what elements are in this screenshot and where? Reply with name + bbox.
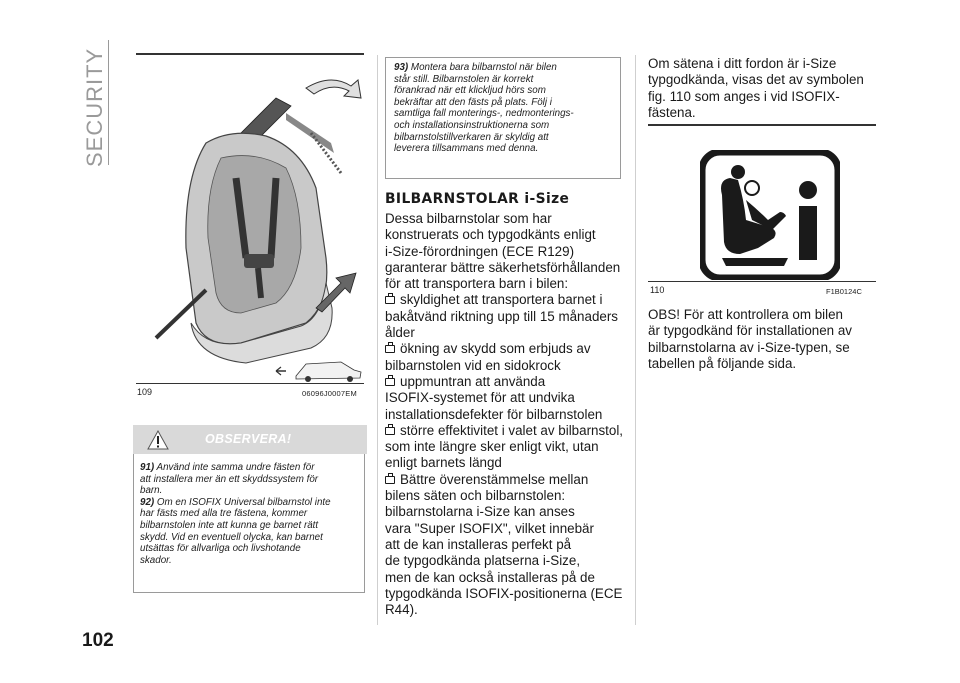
figure-number: 109 (137, 387, 153, 397)
section-tab-line (108, 40, 109, 165)
child-seat-figure (136, 58, 364, 383)
col4-obs: OBS! För att kontrollera om bilen är typgodkänd för installationen av bilbarnstolarna av i-Size-typen, se tabellen på följande sida. (648, 307, 852, 371)
col4-intro: Om sätena i ditt fordon är i-Size typgodkända, visas det av symbolen fig. 110 som anges i vid ISOFIX- fästena. (648, 56, 864, 120)
figure-number: 110 (650, 285, 665, 295)
rotate-arrow-icon (306, 80, 361, 98)
car-icon (276, 362, 361, 382)
list-item: större effektivitet i valet av bilbarnstol, (385, 423, 630, 439)
warning-box (133, 454, 365, 593)
list-item: skyldighet att transportera barnet i (385, 292, 630, 308)
column-divider (635, 55, 636, 625)
note-number: 92) (140, 496, 155, 508)
figure-top-rule (136, 53, 364, 55)
note-93-box (385, 57, 621, 179)
figure-code: F1B0124C (826, 287, 862, 296)
section-heading: BILBARNSTOLAR i-Size (385, 191, 570, 207)
page-number: 102 (82, 630, 114, 651)
figure-code: 06096J0007EM (302, 389, 357, 398)
warning-header (133, 425, 367, 454)
child-seat-bullet-icon (385, 296, 395, 304)
child-seat-bullet-icon (385, 427, 395, 435)
warning-note: 91) Använd inte samma undre fästen för att installera mer än ett skyddssystem för barn. 92) Om en ISOFIX Universal bilbarnstol inte har fästs med alla tre fästena, kommer bilbarnstolen inte att kunna ge barnet rätt skydd. Vid en eventuell olycka, kan barnet utsättas för allvarliga och livshotande skador. (140, 462, 331, 566)
child-seat-bullet-icon (385, 476, 395, 484)
list-item: ökning av skydd som erbjuds av (385, 341, 630, 357)
section-tab: SECURITY (82, 47, 107, 167)
warning-title: OBSERVERA! (205, 432, 292, 446)
figure-bottom-rule (648, 281, 876, 282)
note-93: 93) Montera bara bilbarnstol när bilen står still. Bilbarnstolen är korrekt förankrad när ett klickljud hörs som bekräftar att den fästs på plats. Följ i samtliga fall monterings-, nedmonterings- och installationsinstruktionerna som bilbarnstolstillverkaren är skyldig att leverera tillsammans med denna. (394, 62, 574, 155)
note-number: 91) (140, 462, 155, 473)
figure-bottom-rule (136, 383, 364, 384)
isize-body: Dessa bilbarnstolar som har konstruerats och typgodkänts enligt i-Size-förordningen (ECE R129) garanterar bättre säkerhetsförhållanden för att transportera barn i bilen: skyldighet att transportera barnet i bakåtvänd riktning upp till 15 månaders ålder ökning av skydd som erbjuds av bilbarnstolen vid en sidokrock uppmuntran att använda ISOFIX-systemet för att undvika installationsdefekter för bilbarnstolen större effektivitet i valet av bilbarnstol, som inte längre sker enligt vikt, utan enligt barnets längd Bättre överenstämmelse mellan bilens säten och bilbarnstolen: bilbarnstolarna i-Size kan anses vara "Super ISOFIX", vilket innebär att de kan installeras perfekt på de typgodkända platserna i-Size, men de kan också installeras på de typgodkända ISOFIX-positionerna (ECE R44). (385, 211, 630, 618)
note-number: 93) (394, 62, 409, 73)
list-item: Bättre överenstämmelse mellan (385, 472, 630, 488)
harness-right (271, 178, 276, 258)
harness-buckle (244, 254, 274, 268)
seat-inner (208, 156, 301, 313)
tether-hook (286, 113, 334, 153)
warning-triangle-icon (147, 430, 169, 450)
child-seat-bullet-icon (385, 345, 395, 353)
figure-top-rule (648, 124, 876, 126)
column-divider (377, 55, 378, 625)
child-seat-bullet-icon (385, 378, 395, 386)
isize-symbol-icon (700, 150, 840, 280)
list-item: uppmuntran att använda (385, 374, 630, 390)
crotch-strap (258, 268, 261, 298)
